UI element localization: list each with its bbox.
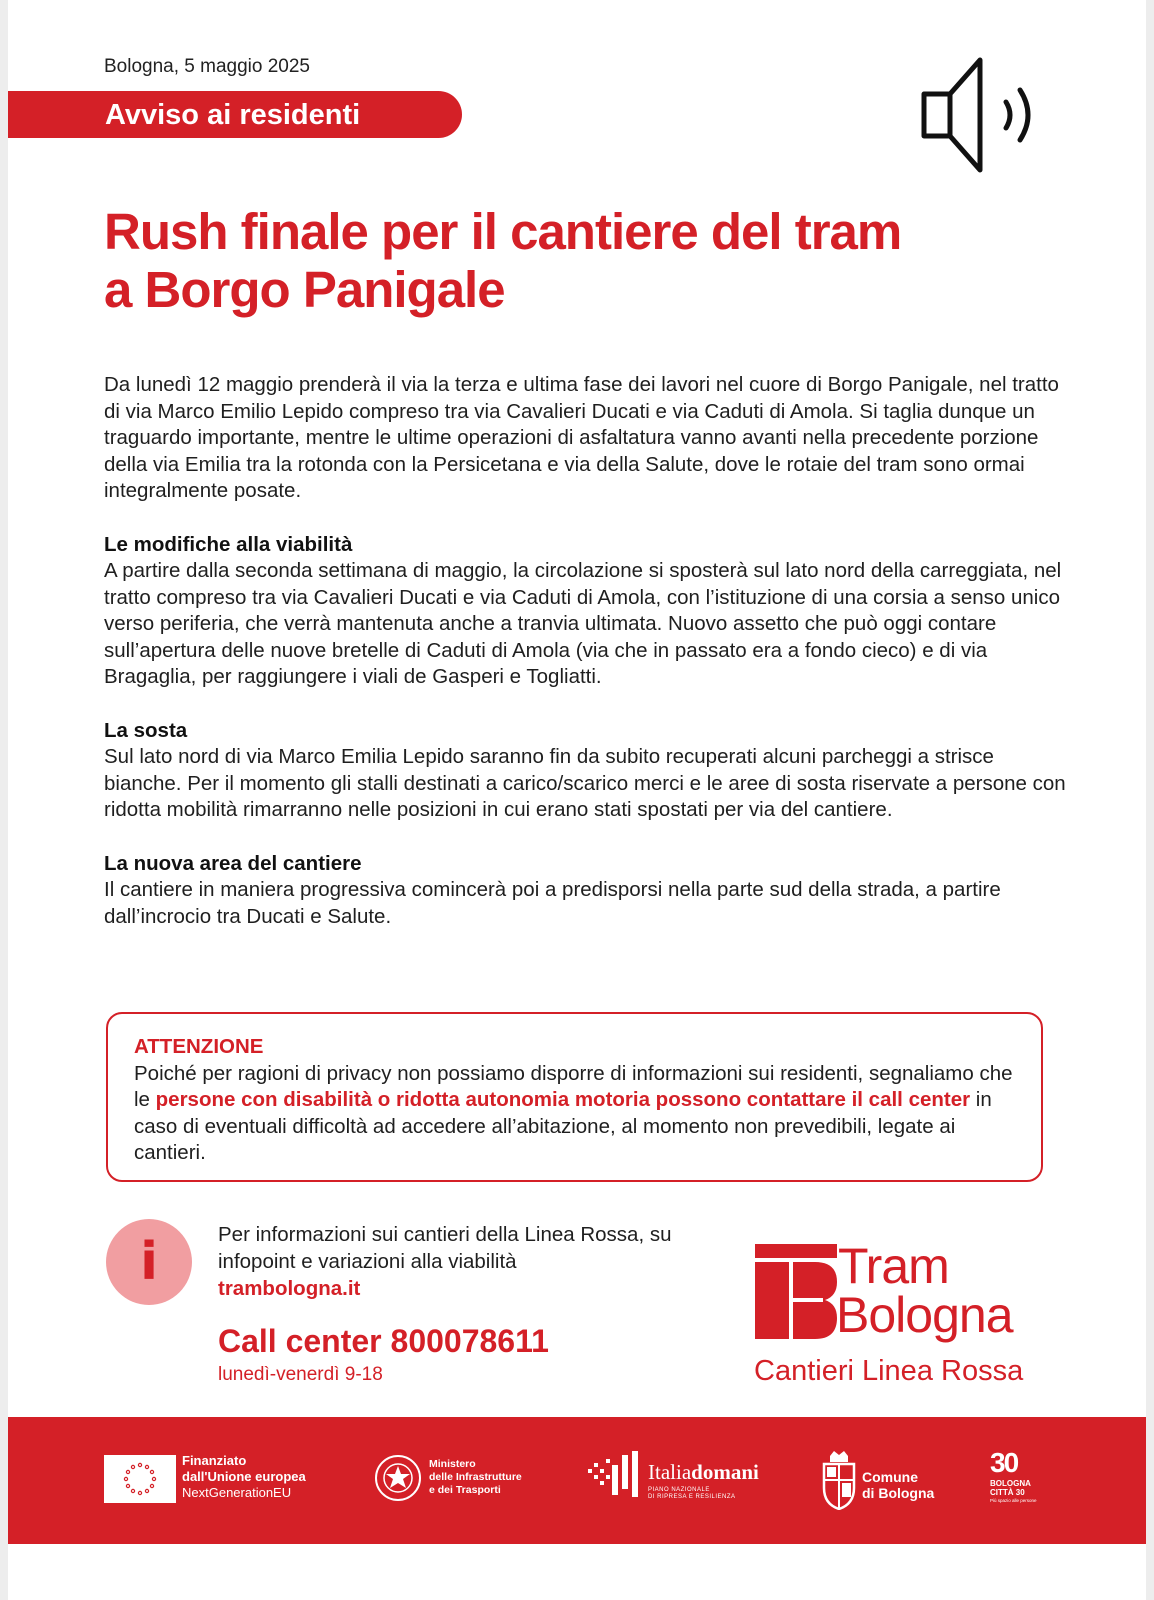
italiadomani-name-bold: domani <box>691 1460 759 1484</box>
brand-line-1: Tram <box>838 1238 949 1294</box>
tram-bologna-logo-icon <box>755 1244 837 1339</box>
notice-banner <box>8 91 462 138</box>
citta30-line-2: CITTÀ 30 <box>990 1488 1025 1497</box>
notice-page <box>8 0 1146 1600</box>
brand-subtitle: Cantieri Linea Rossa <box>754 1355 1024 1387</box>
section-heading-cantiere: La nuova area del cantiere <box>104 851 362 875</box>
info-block <box>218 1221 688 1302</box>
ministry-line-3: e dei Trasporti <box>429 1484 501 1496</box>
ministry-line-1: Ministero <box>429 1458 476 1470</box>
attention-heading: ATTENZIONE <box>134 1035 264 1058</box>
comune-line-1: Comune <box>862 1469 918 1485</box>
citta30-tagline: Più spazio alle persone <box>990 1498 1037 1503</box>
italiadomani-name <box>648 1460 759 1485</box>
call-center-number[interactable]: Call center 800078611 <box>218 1323 549 1359</box>
attention-text-after: in caso di eventuali difficoltà ad accedere all’abitazione, al momento non prevedibili, legate ai cantieri. <box>134 1088 992 1164</box>
footer-logos-bar <box>8 1417 1146 1544</box>
ministry-label <box>429 1458 522 1497</box>
eu-funding-label <box>182 1453 306 1501</box>
comune-label <box>862 1469 934 1501</box>
italian-republic-emblem-icon <box>372 1450 424 1506</box>
section-text-sosta: Sul lato nord di via Marco Emilia Lepido saranno fin da subito recuperati alcuni parcheggi a strisce bianche. Per il momento gli stalli destinati a carico/scarico merci e le aree di sosta riservate a persone con ridotta mobilità rimarranno nelle posizioni in cui erano stati spostati per via del cantiere. <box>104 745 1066 821</box>
italiadomani-subtitle <box>648 1487 736 1501</box>
ministry-line-2: delle Infrastrutture <box>429 1471 522 1483</box>
eu-line-1: Finanziato <box>182 1453 247 1468</box>
italiadomani-sub-1: PIANO NAZIONALE <box>648 1487 710 1493</box>
citta30-line-1: BOLOGNA <box>990 1479 1031 1488</box>
speaker-icon <box>920 54 1046 178</box>
citta30-label <box>990 1479 1031 1497</box>
italiadomani-name-light: Italia <box>648 1460 692 1484</box>
italiadomani-logo-icon <box>588 1451 640 1499</box>
attention-highlight: persone con disabilità o ridotta autonomia motoria possono contattare il call center <box>155 1088 971 1111</box>
comune-line-2: di Bologna <box>862 1485 935 1501</box>
title-line-2: a Borgo Panigale <box>104 261 505 318</box>
eu-line-3: NextGenerationEU <box>182 1485 292 1500</box>
eu-line-2: dall'Unione europea <box>182 1469 306 1484</box>
banner-label: Avviso ai residenti <box>105 99 361 131</box>
notice-title <box>104 203 1004 319</box>
attention-text-before: Poiché per ragioni di privacy non possiamo disporre di informazioni sui residenti, segnaliamo che le <box>134 1061 1013 1111</box>
citta30-number: 30 <box>990 1447 1018 1478</box>
italiadomani-sub-2: DI RIPRESA E RESILIENZA <box>648 1494 736 1500</box>
info-text: Per informazioni sui cantieri della Linea Rossa, su infopoint e variazioni alla viabilità <box>218 1223 672 1273</box>
attention-box <box>106 1012 1043 1182</box>
info-website-link[interactable]: trambologna.it <box>218 1277 361 1300</box>
section-heading-sosta: La sosta <box>104 718 188 742</box>
notice-date: Bologna, 5 maggio 2025 <box>104 56 310 77</box>
section-text-cantiere: Il cantiere in maniera progressiva comincerà poi a predisporsi nella parte sud della strada, a partire dall’incrocio tra Ducati e Salute. <box>104 878 1001 928</box>
section-heading-viabilita: Le modifiche alla viabilità <box>104 532 353 556</box>
info-icon: i <box>106 1219 192 1305</box>
bologna-crest-icon <box>818 1450 860 1510</box>
notice-body <box>104 372 1069 957</box>
call-center-hours: lunedì-venerdì 9-18 <box>218 1364 383 1385</box>
intro-paragraph: Da lunedì 12 maggio prenderà il via la terza e ultima fase dei lavori nel cuore di Borgo Panigale, nel tratto di via Marco Emilio Lepido compreso tra via Cavalieri Ducati e via Caduti di Amola. Si taglia dunque un traguardo importante, mentre le ultime operazioni di asfaltatura vanno avanti nella precedente porzione della via Emilia tra la rotonda con la Persicetana e via della Salute, dove le rotaie del tram sono ormai integralmente posate. <box>104 373 1059 502</box>
brand-line-2: Bologna <box>836 1287 1013 1343</box>
section-text-viabilita: A partire dalla seconda settimana di maggio, la circolazione si sposterà sul lato nord della carreggiata, nel tratto compreso tra via Cavalieri Ducati e via Caduti di Amola, con l’istituzione di una corsia a senso unico verso periferia, che verrà mantenuta anche a tranvia ultimata. Nuovo assetto che può oggi contare sull’apertura delle nuove bretelle di Caduti di Amola (via che in passato era a fondo cieco) e di via Bragaglia, per raggiungere i viali de Gasperi e Togliatti. <box>104 559 1062 688</box>
eu-flag-icon <box>104 1455 176 1503</box>
attention-text <box>134 1061 1015 1167</box>
title-line-1: Rush finale per il cantiere del tram <box>104 203 902 260</box>
